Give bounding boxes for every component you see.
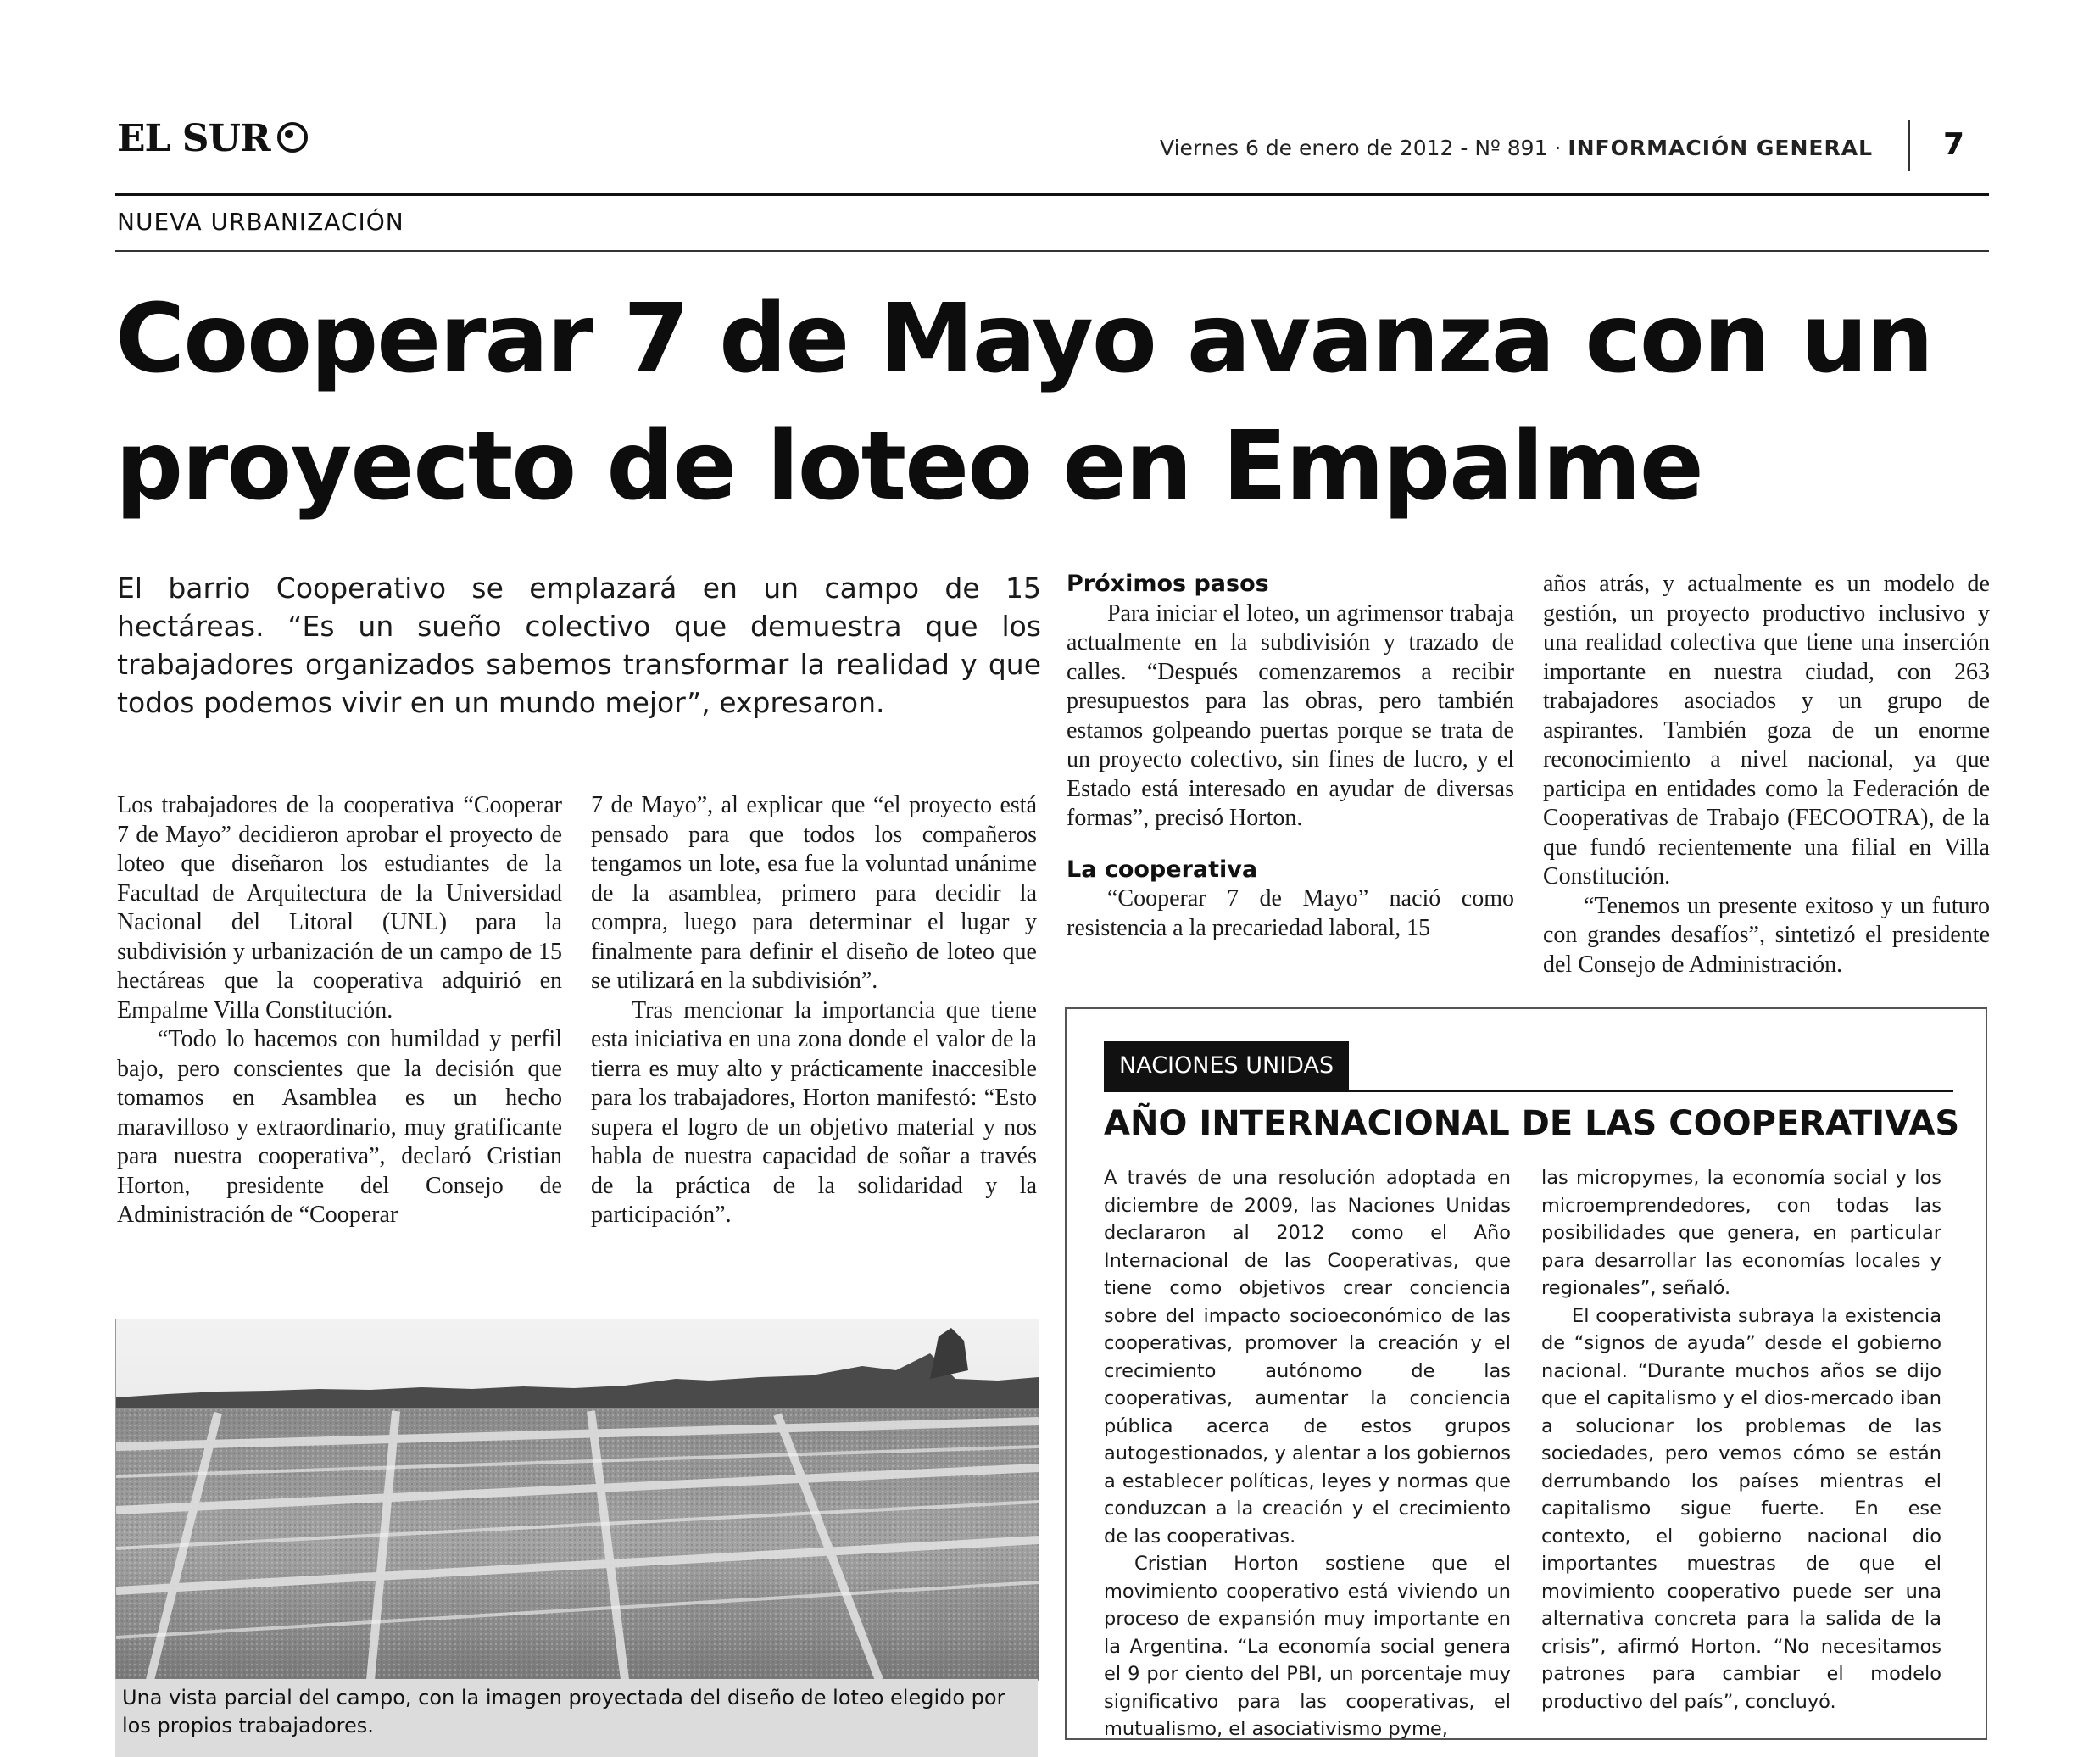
kicker: NUEVA URBANIZACIÓN [117, 208, 404, 236]
kicker-rule [115, 250, 1989, 252]
sidebar-label: NACIONES UNIDAS [1104, 1041, 1349, 1090]
subheading: La cooperativa [1067, 856, 1258, 883]
masthead-text: EL SUR [117, 117, 270, 160]
field-photo-image [116, 1319, 1039, 1680]
sidebar-title: AÑO INTERNACIONAL DE LAS COOPERATIVAS [1104, 1104, 1960, 1143]
paragraph: “Tenemos un presente exitoso y un futuro con grandes desafíos”, sintetizó el presidente del Consejo de Administración. [1543, 892, 1990, 978]
paragraph: El cooperativista subraya la existencia de “signos de ayuda” desde el gobierno nacional. “Durante muchos años se dijo que el capitalismo y el dios-mercado iban a solucionar los problemas de las sociedades, pero vemos cómo se están derrumbando los países mientras el capitalismo sigue fuerte. En ese contexto, el gobierno nacional dio importantes muestras de que el movimiento cooperativo puede ser una alternativa concreta para la salida de la crisis”, afirmó Horton. “No necesitamos patrones para cambiar el modelo productivo del país”, concluyó. [1541, 1304, 1941, 1713]
headline: Cooperar 7 de Mayo avanza con un proyecto de loteo en Empalme [115, 284, 1933, 522]
subheading: Próximos pasos [1067, 571, 1269, 597]
sun-logo-icon [277, 122, 308, 153]
article-column-1 [117, 791, 562, 1230]
paragraph: 7 de Mayo”, al explicar que “el proyecto está pensado para que todos los compañeros tengamos un lote, esa fue la voluntad unánime de la asamblea, primero para decidir la compra, luego para determinar el lugar y finalmente para definir el diseño de loteo que se utilizará en la subdivisión”. [591, 792, 1037, 994]
section-name: INFORMACIÓN GENERAL [1568, 136, 1873, 160]
paragraph: Los trabajadores de la cooperativa “Cooperar 7 de Mayo” decidieron aprobar el proyecto de loteo que diseñaron los estudiantes de la Facultad de Arquitectura de la Universidad Nacional del Litoral (UNL) para la subdivisión y urbanización de un campo de 15 hectáreas que la cooperativa adquirió en Empalme Villa Constitución. [117, 792, 562, 1024]
article-column-2 [591, 791, 1037, 1230]
article-column-4 [1543, 570, 1990, 979]
paragraph: “Cooperar 7 de Mayo” nació como resistencia a la precariedad laboral, 15 [1067, 885, 1514, 941]
page-number: 7 [1943, 127, 1965, 162]
header-separator [1908, 120, 1910, 171]
newspaper-masthead [117, 117, 308, 160]
paragraph: “Todo lo hacemos con humildad y perfil bajo, pero conscientes que la decisión que tomamos en Asamblea es un hecho maravilloso y extraordinario, muy gratificante para nuestra cooperativa”, declaró Cristian Horton, presidente del Consejo de Administración de “Cooperar [117, 1026, 562, 1228]
paragraph: Para iniciar el loteo, un agrimensor trabaja actualmente en la subdivisión y trazado de calles. “Después comenzaremos a recibir presupuestos para las obras, pero también estamos golpeando puertas porque se trata de un proyecto colectivo, sin fines de lucro, y el Estado está interesado en ayudar de diversas formas”, precisó Horton. [1067, 600, 1514, 831]
lede: El barrio Cooperativo se emplazará en un campo de 15 hectáreas. “Es un sueño colectivo que demuestra que los trabajadores organizados sabemos transformar la realidad y que todos podemos vivir en un mundo mejor”, expresaron. [117, 572, 1041, 719]
article-column-3 [1067, 570, 1514, 943]
photo-caption: Una vista parcial del campo, con la imagen proyectada del diseño de loteo elegido por los propios trabajadores. [115, 1679, 1038, 1757]
paragraph: años atrás, y actualmente es un modelo de gestión, un proyecto productivo inclusivo y una realidad colectiva que tiene una inserción importante en nuestra ciudad, con 263 trabajadores asociados y un grupo de aspirantes. También goza de un enorme reconocimiento a nivel nacional, ya que participa en entidades como la Federación de Cooperativas de Trabajo (FECOOTRA), de la que fundó recientemente una filial en Villa Constitución. [1543, 571, 1990, 890]
issue-date: Viernes 6 de enero de 2012 - Nº 891 · [1160, 136, 1568, 160]
paragraph: Cristian Horton sostiene que el movimiento cooperativo está viviendo un proceso de expansión muy importante en la Argentina. “La economía social genera el 9 por ciento del PBI, un porcentaje muy significativo para las cooperativas, el mutualismo, el asociativismo pyme, [1104, 1553, 1511, 1740]
paragraph: Tras mencionar la importancia que tiene esta iniciativa en una zona donde el valor de la tierra es muy alto y prácticamente inaccesible para los trabajadores, Horton manifestó: “Esto supera el logro de un objetivo material y nos habla de nuestra capacidad de soñar a través de la práctica de la solidaridad y la participación”. [591, 996, 1037, 1228]
paragraph: A través de una resolución adoptada en diciembre de 2009, las Naciones Unidas declararon al 2012 como el Año Internacional de las Cooperativas, que tiene como objetivos crear conciencia sobre del impacto socioeconómico de las cooperativas, promover la creación y el crecimiento autónomo de las cooperativas, aumentar la conciencia pública acerca de estos grupos autogestionados, y alentar a los gobiernos a establecer políticas, leyes y normas que conduzcan a la creación y el crecimiento de las cooperativas. [1104, 1167, 1511, 1548]
sidebar-column-1 [1104, 1164, 1511, 1743]
sidebar-column-2 [1541, 1164, 1941, 1715]
paragraph: las micropymes, la economía social y los microemprendedores, con todas las posibilidades que genera, en particular para desarrollar las economías locales y regionales”, señaló. [1541, 1167, 1941, 1299]
dateline [1160, 136, 1873, 160]
header-rule [115, 193, 1989, 196]
sidebar-rule [1104, 1090, 1953, 1092]
field-photo [115, 1319, 1039, 1681]
